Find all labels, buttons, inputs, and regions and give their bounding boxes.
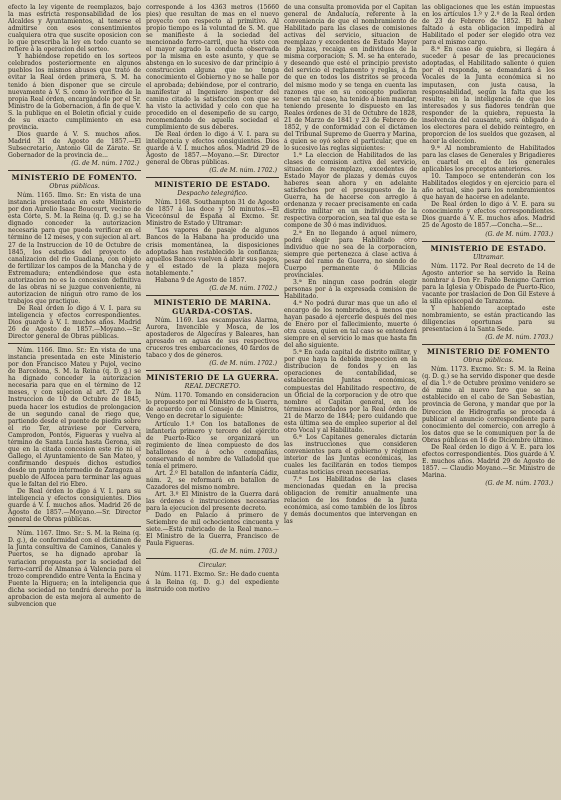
gazette-reference: (G. de M. núm. 1703.)	[485, 230, 553, 238]
paragraph: Núm. 1168. Southampton 31 de Agosto de 1857 á las doce y 50 minutos.—El Vicecónsul de España al Excmo. Sr. Ministro de Estado y Ultramar:	[146, 199, 279, 228]
gazette-reference: (G. de M. núm. 1702.)	[209, 167, 277, 175]
paragraph: 9.ª Al nombramiento de Habilitados para las clases de Generales y Brigadieres en cuartel en el de los generales aplicables los preceptos anteriores.	[422, 144, 555, 174]
paragraph: 8.ª En caso de quiebra, si llegára á suceder á pesar de las precauciones adoptadas, el Habilitado saliente ó quien por él responda, se demandará á los Vocales de la Junta económica si no imputasen, con justa causa, la responsabilidad, según la falta que les resulte; en la inteligencia de que los interesados y sus fiadores tendrán que responder de la quiebra, repuesta la insolvencia del causante, será obligado á los electores para el debido reintegro, en proporcion de los sueldos que gozasen, al hacer la eleccion.	[422, 46, 555, 145]
paragraph: Artículo 1.º Con los batallones de infantería primero y tercero del ejército de Puerto-Rico se organizará un regimiento de línea compuesto de dos batallones de á ocho compañías, conservando el nombre de Valladolid que tenía el primero.	[146, 420, 279, 470]
gazette-reference: (G. de M. núm. 1703.)	[485, 334, 553, 342]
paragraph: Núm. 1167. Ilmo. Sr.: S. M. la Reina (q. D. g.), de conformidad con el dictámen de la Junta consultiva de Caminos, Canales y Puertos, se ha dignado aprobar la variacion propuesta por la sociedad del ferro-carril de Almansa á Valencia para el trozo comprendido entre Venta la Encina y Fuente la Higuera; en la inteligencia que dicha sociedad no tendrá derecho por la aprobacion de esta mejora al aumento de subvencion que	[8, 530, 141, 608]
paragraph: De Real órden lo digo á V. I. para su inteligencia y efectos consiguientes. Dios guarde á V. I. muchos años. Madrid 29 de Agosto de 1857.—Moyano.—Sr. Director general de Obras públicas.	[146, 130, 279, 167]
gazette-reference: (G. de M. núm. 1702.)	[209, 360, 277, 368]
paragraph: De Real órden lo digo á V. I. para su inteligencia y efectos correspondientes. Dios guarde á V. I. muchos años. Madrid 26 de Agosto de 1857.—Moyano.—Sr. Director general de Obras públicas.	[8, 304, 141, 341]
section-heading: MINISTERIO DE ESTADO.	[430, 243, 547, 253]
section-heading: MINISTERIO DE FOMENTO	[426, 347, 551, 357]
section-subheading: Obras públicas.	[49, 182, 100, 191]
paragraph: 7.ª Los Habilitados de las clases mencionadas quedan en la precisa obligacion de remitir anualmente una relacion de los fondos de la Junta económica, así como también de los libros y demás documentos que intervengan en las	[284, 476, 417, 526]
section-subheading: Circular.	[198, 561, 227, 570]
column-3	[284, 4, 417, 800]
paragraph: 1.ª La eleccion de Habilitados de las clases de comision activa del servicio, situacion de reemplazo, excedentes de Estado Mayor de plazas y demás cuyos haberes sean ahora y en adelante satisfechos por el presupuesto de la Guerra, ha de hacerse con arreglo á ordenanza y recaer precisamente en cada distrito militar en un individuo de la respectiva corporacion, sea tal que esta se compone de 30 ó mas individuos.	[284, 151, 417, 230]
column-4	[422, 4, 555, 800]
paragraph: Art. 2.º El batallon de infantería Cádiz, núm. 2, se reformará en batallon de Cazadores del mismo nombre.	[146, 469, 279, 491]
paragraph: las obligaciones que les están impuestas en los artículos 1.º y 2.º de la Real órden de 23 de Febrero de 1852. El haber faltado á esta obligacion impedirá al Habilitado el poder ser elegido otra vez para el mismo cargo.	[422, 4, 555, 47]
paragraph: Dado en Palacio á primero de Setiembre de mil ochocientos cincuenta y siete.—Está rubricado de la Real mano.—El Ministro de la Guerra, Francisco de Paula Figueras.	[146, 512, 279, 548]
text-columns	[8, 4, 555, 800]
paragraph: Núm. 1172. Por Real decreto de 14 de Agosto anterior se ha servido la Reina nombrar á Don Fr. Pablo Benigno Carrion para la Iglesia y Obispado de Puerto-Rico, vacante por traslacion de Don Gil Esteve á la silla episcopal de Tarazona.	[422, 262, 555, 305]
paragraph: corresponde á los 4363 metros (15660 pies) que resultan de mas en el nuevo proyecto con respecto al primitivo. Al propio tiempo es la voluntad de S. M. que se manifieste á la sociedad del mencionado ferro-carril, que ha visto con el mayor agrado la conducta observada por la misma en este asunto, y que se abstenga en lo sucesivo de dar principio á construccion alguna que no tenga conocimiento el Gobierno y no se halle por el aprobada; debiéndose, por el contrario, manifestar al Ingeniero inspector del camino citado la satisfaccion con que se ha visto la actividad y celo con que ha procedido en el desempeño de su cargo, recomendando de aquella sociedad el cumplimiento de sus deberes.	[146, 4, 279, 131]
column-1	[8, 4, 141, 800]
paragraph: 3.ª En ningun caso podrán elegir personas por á la expresada comision de Habilitado.	[284, 278, 417, 300]
paragraph: 6.ª Los Capitanes generales dictarán las instrucciones que consideren convenientes para el gobierno y régimen interior de las Juntas económicas, las cuales les facilitarán en todos tiempos cuantas noticias crean necesarias.	[284, 433, 417, 477]
paragraph: Núm. 1166. Ilmo. Sr.: En vista de una instancia presentada en este Ministerio por don Francisco Mateu y Pujol, vecino de Barcelona, S. M. la Reina (q. D. g.) se ha dignado conceder la autorizacion necesaria para que en el término de 12 meses, y con sujecion al art. 27 de la Instruccion de 10 de Octubre de 1845, pueda hacer los estudios de prolongacion de un segundo canal de riego que, partiendo desde el puente de piedra sobre el rio Ter, atraviese por Cervera, Camprodon, Pontós, Figueras y vuelva al término de Santa Lucía hasta Gerona, sin que en la citada concesion este río ni el Gallego, el Ayuntamiento de San Mateo, y confirmando después dichos estudios desde un punto intermedio de Zaragoza al pueblo de Alfocea para terminar las aguas que le faltan del rio Ebro.	[8, 347, 141, 489]
paragraph: De Real órden lo digo á V. E. para los efectos correspondientes. Dios guarde á V. E. muchos años. Madrid 29 de Agosto de 1857. — Claudio Moyano.—Sr. Ministro de Marina.	[422, 443, 555, 479]
section-subheading: REAL DECRETO.	[184, 382, 241, 391]
section-divider	[146, 558, 279, 559]
section-subheading: Obras públicas.	[463, 356, 514, 365]
paragraph: 10. Tampoco se entenderán con los Habilitados elegidos y en ejercicio para el año actual, sino para los nombramientos que hayan de hacerse en adelante.	[422, 173, 555, 202]
section-divider	[422, 241, 555, 242]
paragraph: Y habiendo aceptado este nombramiento, se están practicando las diligencias oportunas para su presentacion á la Santa Sede.	[422, 304, 555, 334]
section-divider	[8, 343, 141, 344]
paragraph: De Real órden lo digo á V. I. para su inteligencia y efectos consiguientes. Dios guarde á V. I. muchos años. Madrid 26 de Agosto de 1857.—Moyano.—Sr. Director general de Obras públicas.	[8, 488, 141, 524]
paragraph: 2.ª En no llegando á aquel número, podrá elegir para Habilitado otro individuo que no sea de la corporacion, siempre que pertenezca á clase activa á pesar del ramo de Guerra, no siendo de Cuerpo permanente ó Milicias provinciales.	[284, 229, 417, 279]
gazette-reference: (G. de M. núm. 1702.)	[209, 284, 277, 292]
section-divider	[146, 370, 279, 371]
paragraph: Núm. 1170. Tomando en consideracion lo propuesto por mi Ministro de la Guerra, de acuerdo con el Consejo de Ministros, Vengo en decretar lo siguiente:	[146, 392, 279, 421]
section-divider	[146, 295, 279, 296]
section-heading: MINISTERIO DE ESTADO.	[154, 180, 271, 190]
paragraph: Y habiéndose repetido en los sorteos celebrados posteriormente en algunos pueblos los mismos abusos que trató de evitar la Real órden primera, S. M. ha tenido á bien disponer que se circule nuevamente á V. S. como lo verifico de la propia Real órden, encargándole por el Sr. Ministro de la Gobernacion, á fin de que V. S. la publique en el Boletin oficial y cuide de su exacto cumplimiento en esa provincia.	[8, 53, 141, 131]
section-heading: MINISTERIO DE FOMENTO.	[11, 173, 138, 183]
gazette-reference: (G. de M. núm. 1702.)	[71, 160, 139, 168]
paragraph: Dios guarde á V. S. muchos años. Madrid 31 de Agosto de 1857.—El Subsecretario, Antonio Gil de Zárate. Sr. Gobernador de la provincia de...	[8, 130, 141, 159]
paragraph: 4.ª No podrá durar mas que un año el encargo de los nombrados, á menos que hayan pasado á ejercerle después del mes de Enero por el fallecimiento, muerte ó otra causa, quien en tal caso se entenderá siempre en el servicio lo mas que hasta fin del año siguiente.	[284, 299, 417, 350]
section-divider	[422, 344, 555, 345]
section-heading: MINISTERIO DE LA GUERRA.	[146, 373, 279, 383]
paragraph: de una consulta promovida por el Capitan general de Andalucía, referente á la conveniencia de que el nombramiento de Habilitado para las clases de comisiones activas del servicio, situacion de reemplazo y excedentes de Estado Mayor de plazas, recaiga en individuos de la misma corporacion; S. M. se ha enterado, y deseando que esté el principio previsto del servicio el reglamento y reglas, á fin de que en todos los distritos se proceda del mismo modo y se tenga en cuenta las razones que en su concepto pudieran tener en tal caso, ha tenido á bien mandar, teniendo presente lo dispuesto en las Reales órdenes de 31 de Octubre de 1828, 21 de Marzo de 1841 y 23 de Febrero de 1852, y de conformidad con el dictámen del Tribunal Supremo de Guerra y Marina, á quien se oyó sobre el particular, que en lo sucesivo las reglas siguientes:	[284, 4, 417, 152]
paragraph: "Los vapores de pasaje de algunos Bancos de la Habana ha producido una crisis momentánea, la disposiciones adoptadas han restablecido la confianza; aquellos Bancos vuelven á abrir sus pagos, y el estado de la plaza mejora notablemente."	[146, 227, 279, 277]
paragraph: Núm. 1165. Ilmo. Sr.: En vista de una instancia presentada en este Ministerio por don Aurelio Isaac Boucourt, vecino de esta Córte, S. M. la Reina (q. D. g.) se ha dignado conceder la autorizacion necesaria para que pueda verificar en el término de 12 meses, y con sujecion al art. 27 de la Instruccion de 10 de Octubre de 1845, los estudios del proyecto de canalizacion del rio Guadiana, con objeto de fertilizar los campos de la Mancha y de Extremadura; entendiéndose que esta autorizacion no es la concesion definitiva de las obras ni se juzgue conveniente, ni autorizacion de ningun otro ramo de los trabajos que practique.	[8, 192, 141, 305]
paragraph: De Real órden lo digo á V. E. para su conocimiento y efectos correspondientes. Dios guarde á V. E. muchos años. Madrid 25 de Agosto de 1857.—Concha.—Sr....	[422, 201, 555, 230]
gazette-reference: (G. de M. núm. 1703.)	[485, 480, 553, 487]
section-divider	[146, 177, 279, 178]
section-divider	[8, 526, 141, 527]
paragraph: Núm. 1171. Excmo. Sr.: He dado cuenta á la Reina (q. D. g.) del expediente instruido con motivo	[146, 571, 279, 593]
paragraph: Núm. 1173. Excmo. Sr.: S. M. la Reina (q. D. g.) se ha servido disponer que desde el dia 1.º de Octubre próximo venidero se dé mine al nuevo faro que se ha establecido en el cabo de San Sebastian, provincia de Gerona, y mandar que por la Direccion de Hidrografía se proceda á publicar el anuncio correspondiente para conocimiento del comercio, con arreglo á los datos que se le comuniquen por la de Obras públicas en 16 de Diciembre último.	[422, 366, 555, 444]
paragraph: efecto la ley vigente de reemplazos, bajo la mas estricta responsabilidad de los Alcaldes y Ayuntamientos, al tenerse el admitirse con esos consentimientos cualquiera otra que suscite oposicion con lo que prescriba la ley en todo cuanto se refiere á la operacion del sorteo.	[8, 4, 141, 54]
column-2	[146, 4, 279, 800]
section-heading: MINISTERIO DE MARINA.	[153, 297, 272, 307]
section-heading: GUARDA-COSTAS.	[172, 306, 253, 316]
section-subheading: Ultramar.	[472, 252, 505, 261]
section-divider	[8, 170, 141, 171]
paragraph: Habana 9 de Agosto de 1857.	[155, 276, 247, 284]
paragraph: Núm. 1169. Las escampavías Alarma, Aurora, Invencible y Mosca, de los apostaderos de Algeciras y Baleares, han apresado en aguas de sus respectivos cruceros tres embarcaciones, 40 fardos de tabaco y dos de géneros.	[146, 316, 279, 360]
paragraph: 5.ª En cada capital de distrito militar, y por que haya la debida inspeccion en la distribucion de fondos y en las operaciones de contabilidad, se establecerán Juntas económicas, compuestas del Habilitado respectivo, de un Oficial de la corporacion y de otro que nombre el Capitan general, en los términos acordados por la Real órden de 21 de Marzo de 1844; pero cuidando que esta última sea de empleo superior al del otro Vocal y al Habilitado.	[284, 349, 417, 434]
paragraph: Art. 3.º El Ministro de la Guerra dará las órdenes é instrucciones necesarias para la ejecucion del presente decreto.	[146, 491, 279, 513]
section-subheading: Despacho telegráfico.	[177, 189, 248, 198]
gazette-reference: (G. de M. núm. 1703.)	[209, 548, 277, 556]
